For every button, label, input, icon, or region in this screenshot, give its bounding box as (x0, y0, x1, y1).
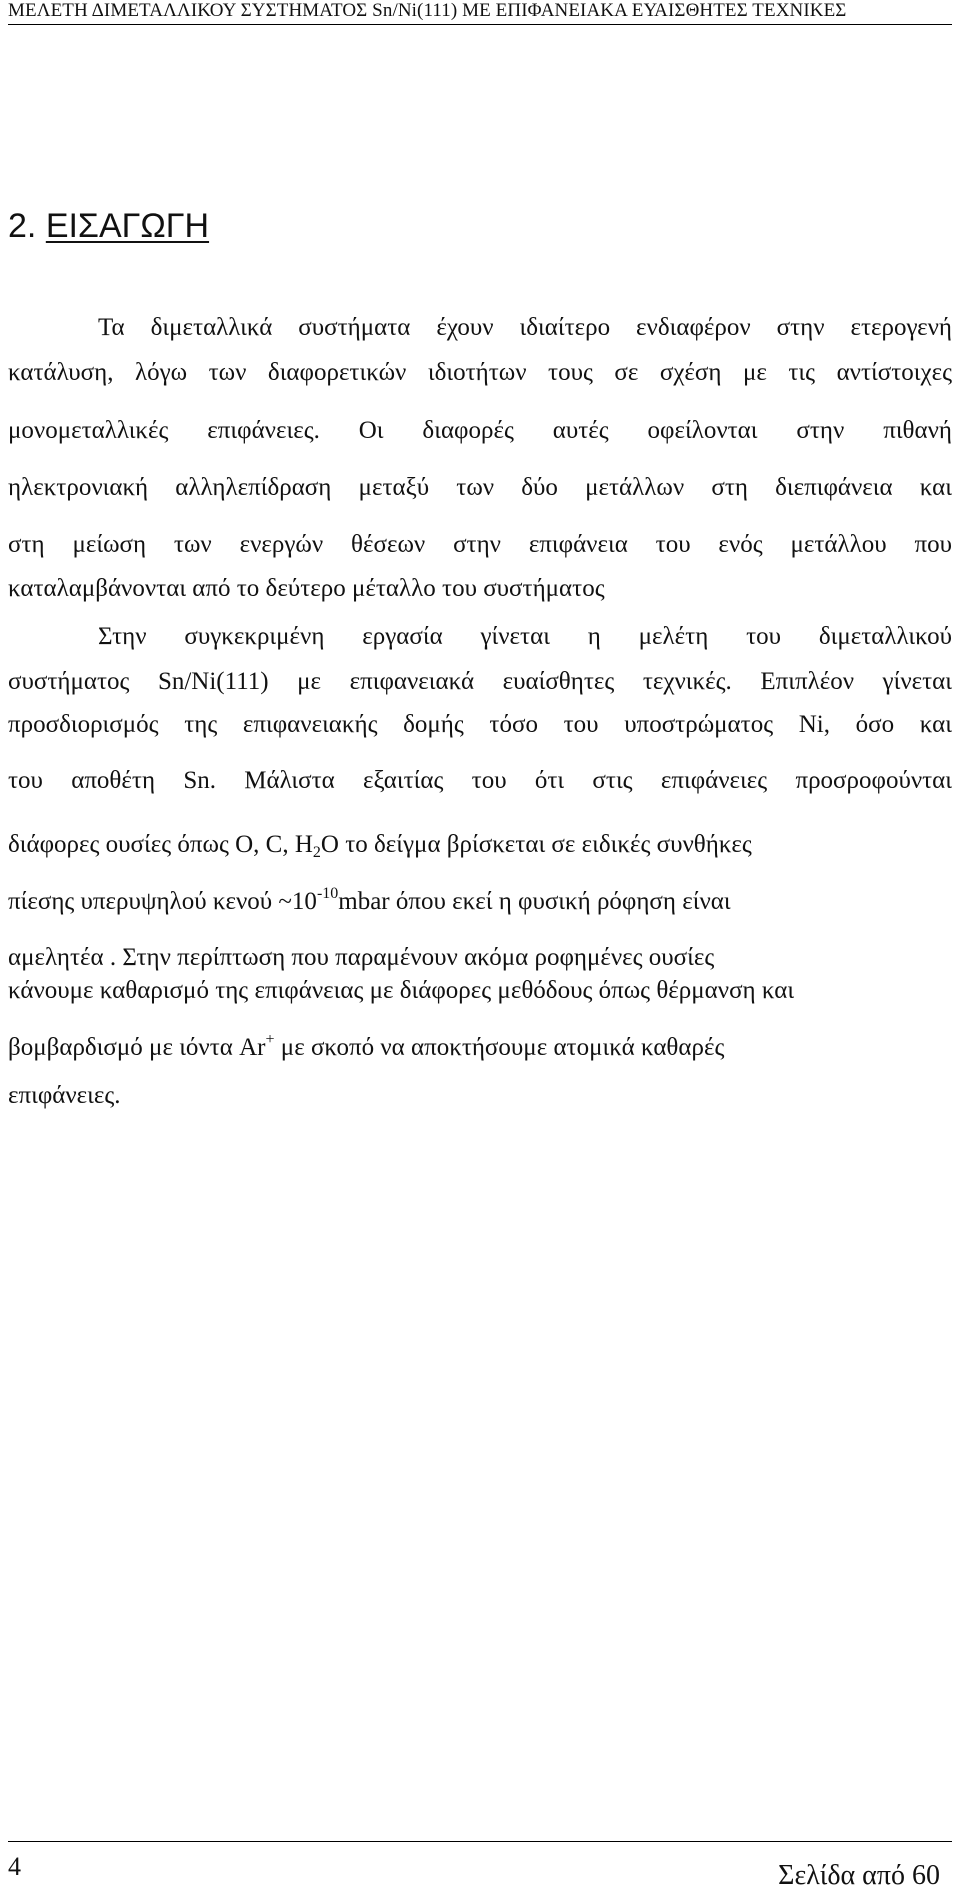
paragraph-line: μονομεταλλικές επιφάνειες. Οι διαφορές αυτές οφείλονται στην πιθανή (8, 417, 952, 444)
paragraph-line-formula (8, 830, 952, 860)
paragraph-line: αμελητέα . Στην περίπτωση που παραμένουν ακόμα ροφημένες ουσίες (8, 944, 715, 971)
section-heading (8, 204, 209, 248)
text-run: O το δείγμα βρίσκεται σε ειδικές συνθήκες (320, 831, 752, 858)
superscript: -10 (316, 885, 339, 902)
text-run: βομβαρδισμό με ιόντα Ar (8, 1034, 266, 1061)
paragraph-line: Τα διμεταλλικά συστήματα έχουν ιδιαίτερο ενδιαφέρον στην ετερογενή (98, 314, 952, 341)
page-number: Σελίδα από 60 (778, 1860, 940, 1891)
paragraph-line: κάνουμε καθαρισμό της επιφάνειας με διάφορες μεθόδους όπως θέρμανση και (8, 977, 795, 1004)
paragraph-line-ion (8, 1033, 952, 1063)
running-header: ΜΕΛΕΤΗ ΔΙΜΕΤΑΛΛΙΚΟΥ ΣΥΣΤΗΜΑΤΟΣ Sn/Ni(111) ΜΕ ΕΠΙΦΑΝΕΙΑΚΑ ΕΥΑΙΣΘΗΤΕΣ ΤΕΧΝΙΚΕΣ (8, 0, 847, 21)
section-number: 2. (8, 207, 37, 245)
text-run: διάφορες ουσίες όπως O, C, H (8, 831, 313, 858)
paragraph-line: ηλεκτρονιακή αλληλεπίδραση μεταξύ των δύο μετάλλων στη διεπιφάνεια και (8, 474, 952, 501)
paragraph-line-pressure (8, 887, 952, 917)
paragraph-line: στη μείωση των ενεργών θέσεων στην επιφάνεια του ενός μετάλλου που (8, 531, 952, 558)
header-divider (8, 24, 952, 25)
text-run: mbar όπου εκεί η φυσική ρόφηση είναι (338, 888, 731, 915)
paragraph-line: κατάλυση, λόγω των διαφορετικών ιδιοτήτων τους σε σχέση με τις αντίστοιχες (8, 359, 952, 386)
paragraph-line: καταλαμβάνονται από το δεύτερο μέταλλο του συστήματος (8, 575, 605, 602)
paragraph-line: συστήματος Sn/Ni(111) με επιφανειακά ευαίσθητες τεχνικές. Επιπλέον γίνεται (8, 668, 952, 695)
subscript: 2 (312, 844, 321, 861)
section-title: ΕΙΣΑΓΩΓΗ (45, 207, 210, 245)
superscript: + (265, 1031, 275, 1048)
text-run: πίεσης υπερυψηλού κενού ~10 (8, 888, 317, 915)
chapter-number: 4 (8, 1852, 21, 1881)
text-run: με σκοπό να αποκτήσουμε ατομικά καθαρές (274, 1034, 725, 1061)
paragraph-line: του αποθέτη Sn. Μάλιστα εξαιτίας του ότι στις επιφάνειες προσροφούνται (8, 767, 952, 794)
paragraph-line: Στην συγκεκριμένη εργασία γίνεται η μελέτη του διμεταλλικού (98, 623, 952, 650)
paragraph-line: προσδιορισμός της επιφανειακής δομής τόσο του υποστρώματος Ni, όσο και (8, 711, 952, 738)
paragraph-line: επιφάνειες. (8, 1082, 121, 1109)
footer-divider (8, 1841, 952, 1842)
